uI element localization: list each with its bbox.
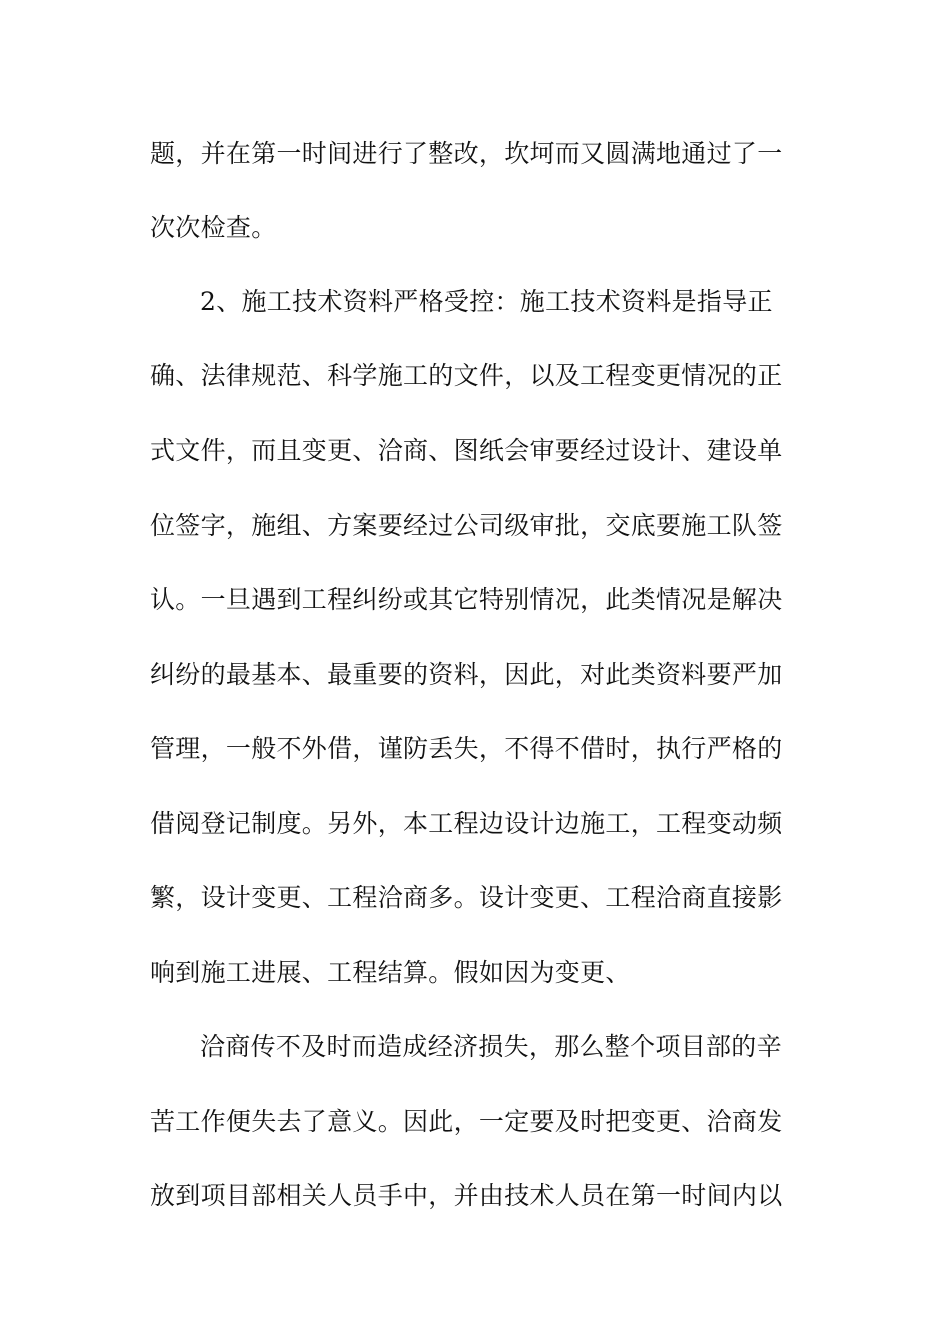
- text-line: 放到项目部相关人员手中，并由技术人员在第一时间内以: [150, 1181, 783, 1210]
- text-line: 题，并在第一时间进行了整改，坎坷而又圆满地通过了一: [150, 139, 783, 168]
- paragraph-start-line: 2、施工技术资料严格受控：施工技术资料是指导正: [200, 287, 773, 316]
- text-line: 确、法律规范、科学施工的文件，以及工程变更情况的正: [150, 361, 783, 390]
- paragraph-start-line: 洽商传不及时而造成经济损失，那么整个项目部的辛: [200, 1032, 782, 1061]
- text-line: 次次检查。: [150, 213, 277, 242]
- text-line: 繁，设计变更、工程洽商多。设计变更、工程洽商直接影: [150, 883, 783, 912]
- text-line: 苦工作便失去了意义。因此，一定要及时把变更、洽商发: [150, 1107, 783, 1136]
- text-line: 纠纷的最基本、最重要的资料，因此，对此类资料要严加: [150, 660, 783, 689]
- text-line: 响到施工进展、工程结算。假如因为变更、: [150, 958, 631, 987]
- text-line: 管理，一般不外借，谨防丢失，不得不借时，执行严格的: [150, 734, 783, 763]
- text-line: 位签字，施组、方案要经过公司级审批，交底要施工队签: [150, 511, 783, 540]
- text-line: 借阅登记制度。另外，本工程边设计边施工，工程变动频: [150, 809, 783, 838]
- text-line: 式文件，而且变更、洽商、图纸会审要经过设计、建设单: [150, 436, 783, 465]
- text-line: 认。一旦遇到工程纠纷或其它特别情况，此类情况是解决: [150, 585, 783, 614]
